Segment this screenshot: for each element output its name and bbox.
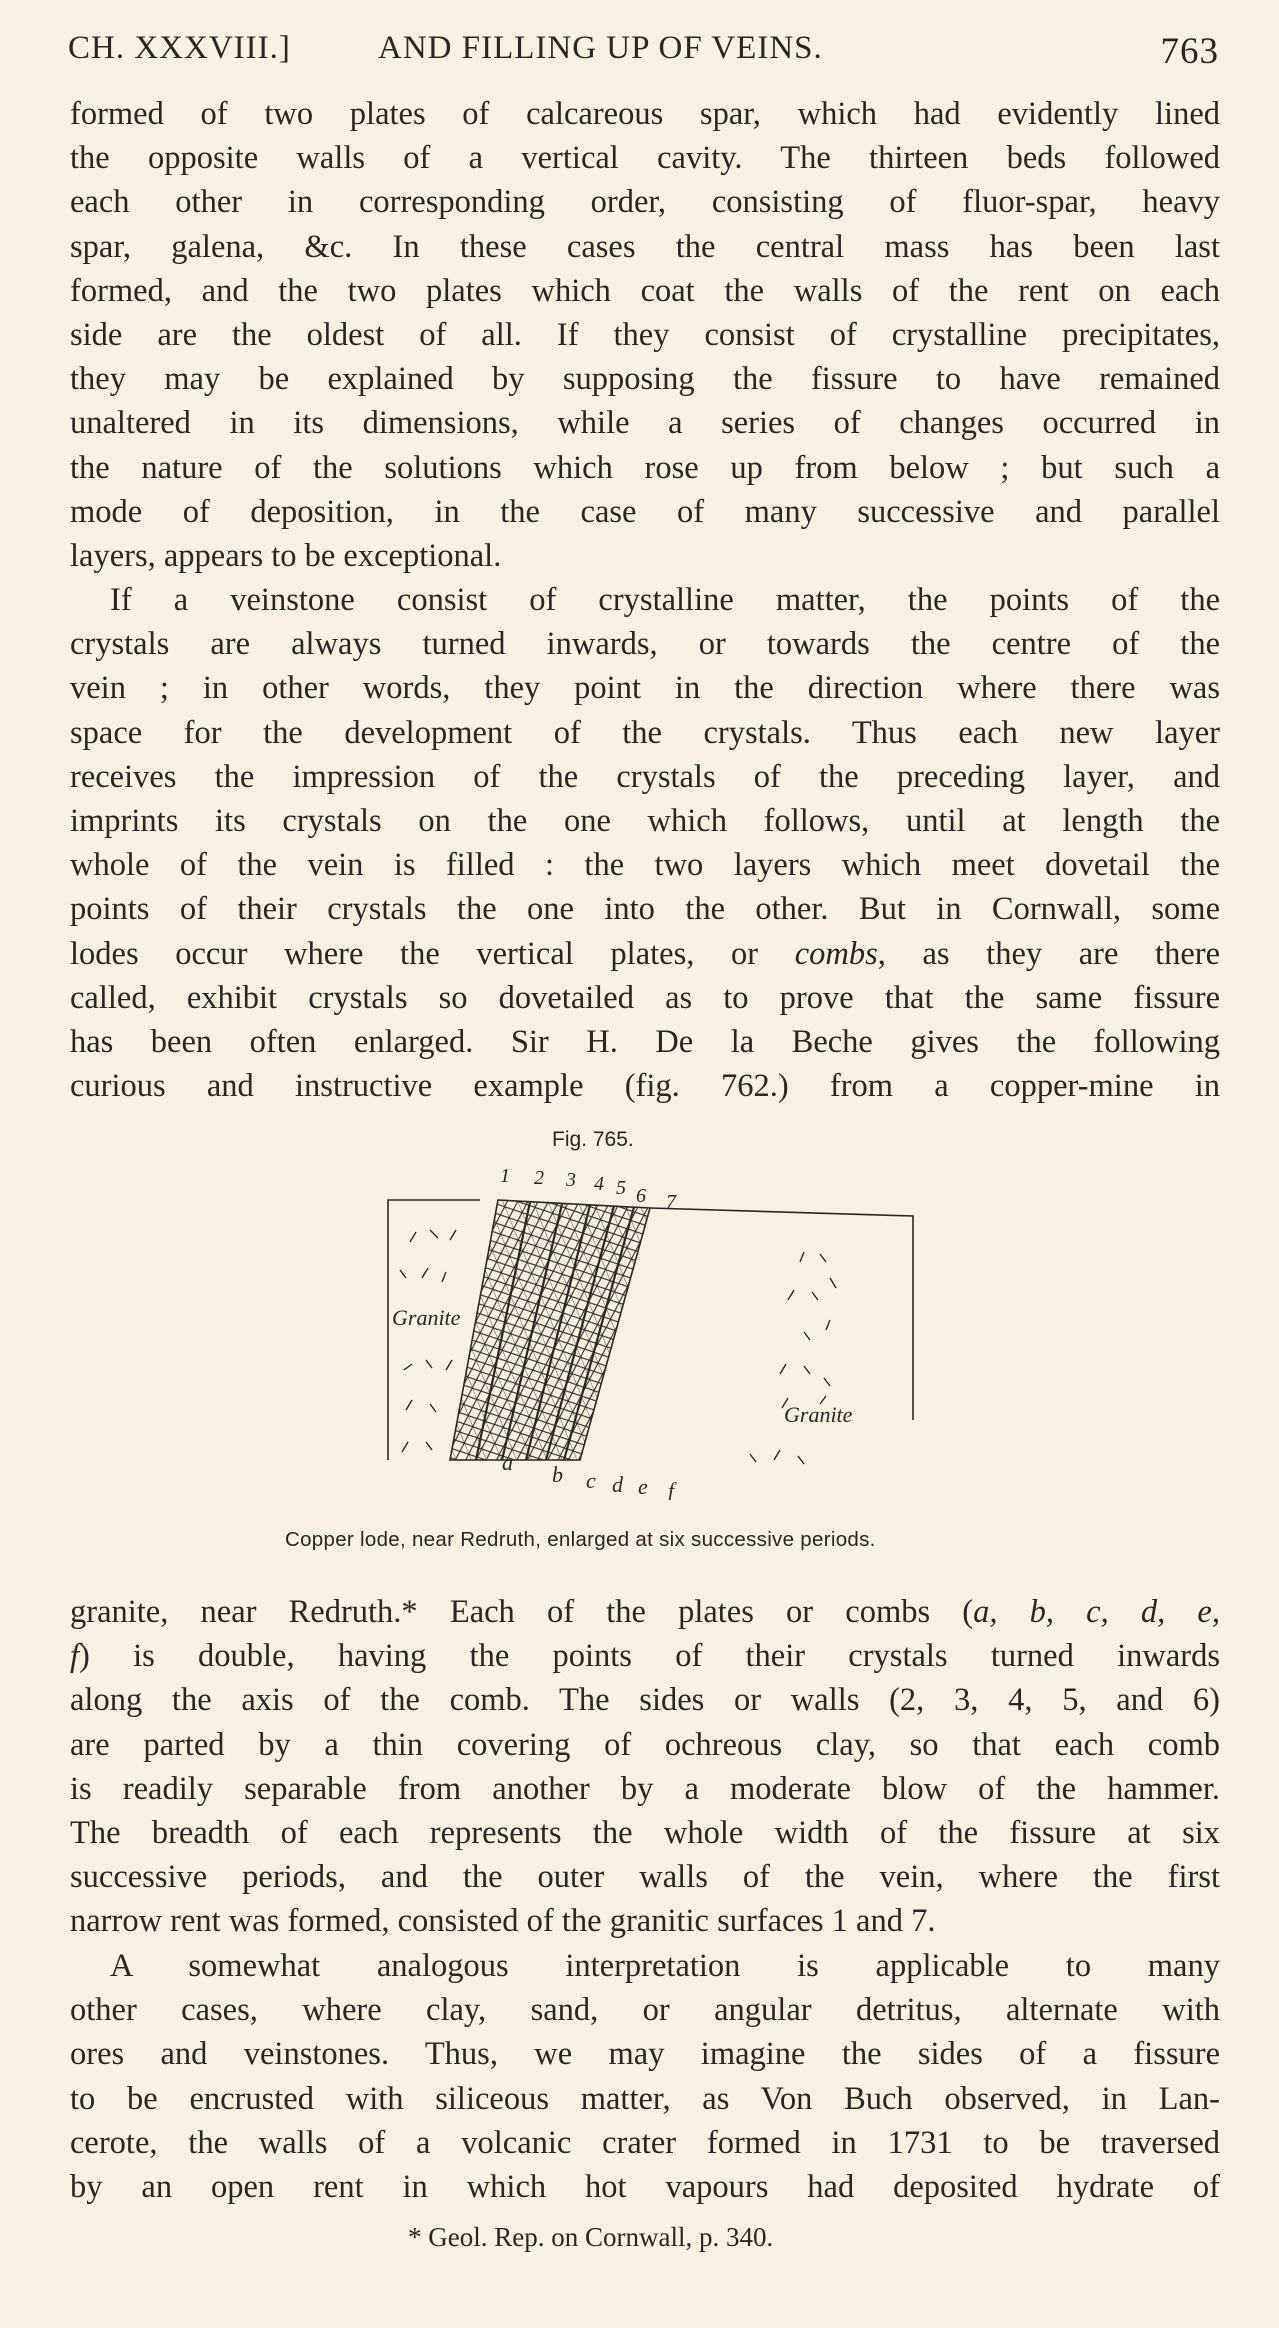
chapter-heading: CH. XXXVIII.] [68, 30, 291, 66]
paragraph-2 [70, 578, 1220, 1108]
text-line: curious and instructive example (fig. 762.) from a copper-mine in [70, 1068, 1220, 1105]
text-fragment: granite, near Redruth.* Each of the plates or combs ( [70, 1594, 974, 1630]
wall-number-3: 3 [566, 1169, 576, 1191]
vein-body [450, 1200, 650, 1460]
text-line: The breadth of each represents the whole width of the fissure at six [70, 1815, 1220, 1852]
paragraph-4 [70, 1944, 1220, 2209]
text-line: vein ; in other words, they point in the direction where there was [70, 670, 1220, 707]
text-line: space for the development of the crystals. Thus each new layer [70, 714, 1220, 751]
wall-number-4: 4 [594, 1173, 604, 1195]
wall-number-2: 2 [534, 1167, 544, 1189]
text-line: spar, galena, &c. In these cases the central mass has been last [70, 228, 1220, 265]
text-line: layers, appears to be exceptional. [70, 538, 502, 575]
text-line: formed, and the two plates which coat the walls of the rent on each [70, 272, 1220, 309]
text-line: A somewhat analogous interpretation is applicable to many [110, 1948, 1220, 1984]
text-line: narrow rent was formed, consisted of the granitic surfaces 1 and 7. [70, 1903, 936, 1940]
text-line: the opposite walls of a vertical cavity. The thirteen beds followed [70, 140, 1220, 177]
running-head [68, 30, 1219, 74]
text-line: is readily separable from another by a moderate blow of the hammer. [70, 1770, 1220, 1807]
figure-copper-lode [380, 1160, 940, 1500]
wall-number-5: 5 [616, 1177, 626, 1199]
comb-letter-c: c [586, 1468, 596, 1493]
text-line: other cases, where clay, sand, or angular detritus, alternate with [70, 1992, 1220, 2029]
text-line [70, 932, 1220, 976]
text-line: the nature of the solutions which rose up from below ; but such a [70, 449, 1220, 486]
frame-right [650, 1208, 913, 1420]
text-line: whole of the vein is filled : the two layers which meet dovetail the [70, 847, 1220, 884]
text-line: If a veinstone consist of crystalline matter, the points of the [110, 582, 1220, 618]
text-fragment: lodes occur where the vertical plates, or [70, 935, 759, 972]
comb-letter-b: b [552, 1462, 563, 1487]
text-line [70, 1634, 1220, 1678]
comb-letter-f: f [668, 1478, 675, 1500]
text-line: to be encrusted with siliceous matter, as Von Buch observed, in Lan- [70, 2080, 1220, 2117]
text-line: receives the impression of the crystals of the preceding layer, and [70, 758, 1220, 795]
text-line: cerote, the walls of a volcanic crater formed in 1731 to be traversed [70, 2124, 1220, 2161]
section-title: AND FILLING UP OF VEINS. [378, 30, 823, 66]
text-line: crystals are always turned inwards, or towards the centre of the [70, 626, 1220, 663]
text-line: mode of deposition, in the case of many successive and parallel [70, 493, 1220, 530]
figure-label: Fig. 765. [552, 1128, 634, 1151]
text-line: imprints its crystals on the one which follows, until at length the [70, 803, 1220, 840]
text-line [70, 1590, 1220, 1634]
lode-diagram [380, 1160, 940, 1500]
text-line: ores and veinstones. Thus, we may imagine the sides of a fissure [70, 2036, 1220, 2073]
wall-number-7: 7 [666, 1191, 676, 1213]
granite-marks-left [400, 1230, 456, 1452]
text-line: called, exhibit crystals so dovetailed as to prove that the same fissure [70, 979, 1220, 1016]
text-line: successive periods, and the outer walls of the vein, where the first [70, 1859, 1220, 1896]
granite-marks-right [750, 1252, 836, 1464]
figure-caption: Copper lode, near Redruth, enlarged at six successive periods. [285, 1528, 876, 1551]
paragraph-3 [70, 1590, 1220, 1944]
granite-label-left: Granite [392, 1305, 461, 1330]
comb-letter-d: d [612, 1472, 623, 1497]
granite-label-right: Granite [784, 1402, 853, 1427]
emphasis-combs: combs [794, 935, 878, 972]
paragraph-1 [70, 92, 1220, 578]
text-line: unaltered in its dimensions, while a series of changes occurred in [70, 405, 1220, 442]
wall-number-6: 6 [636, 1185, 646, 1207]
comb-letter-a: a [502, 1450, 513, 1475]
comb-letter-e: e [638, 1474, 648, 1499]
text-line: formed of two plates of calcareous spar, which had evidently lined [70, 96, 1220, 132]
text-line: they may be explained by supposing the fissure to have remained [70, 361, 1220, 398]
text-fragment: ) is double, having the points of their crystals turned inwards [79, 1638, 1220, 1675]
text-line: each other in corresponding order, consisting of fluor-spar, heavy [70, 184, 1220, 221]
letter-f-italic: f [70, 1638, 80, 1675]
text-line: along the axis of the comb. The sides or walls (2, 3, 4, 5, and 6) [70, 1682, 1220, 1719]
letters-italic: a, b, c, d, e, [973, 1594, 1220, 1630]
footnote: * Geol. Rep. on Cornwall, p. 340. [408, 2222, 774, 2252]
page-number: 763 [1160, 31, 1219, 72]
text-line: has been often enlarged. Sir H. De la Beche gives the following [70, 1024, 1220, 1061]
text-line: are parted by a thin covering of ochreous clay, so that each comb [70, 1726, 1220, 1763]
text-line: by an open rent in which hot vapours had deposited hydrate of [70, 2169, 1220, 2206]
text-line: side are the oldest of all. If they consist of crystalline precipitates, [70, 317, 1220, 354]
text-fragment: , as they are there [877, 935, 1221, 972]
text-line: points of their crystals the one into the other. But in Cornwall, some [70, 891, 1220, 928]
wall-number-1: 1 [500, 1165, 510, 1187]
